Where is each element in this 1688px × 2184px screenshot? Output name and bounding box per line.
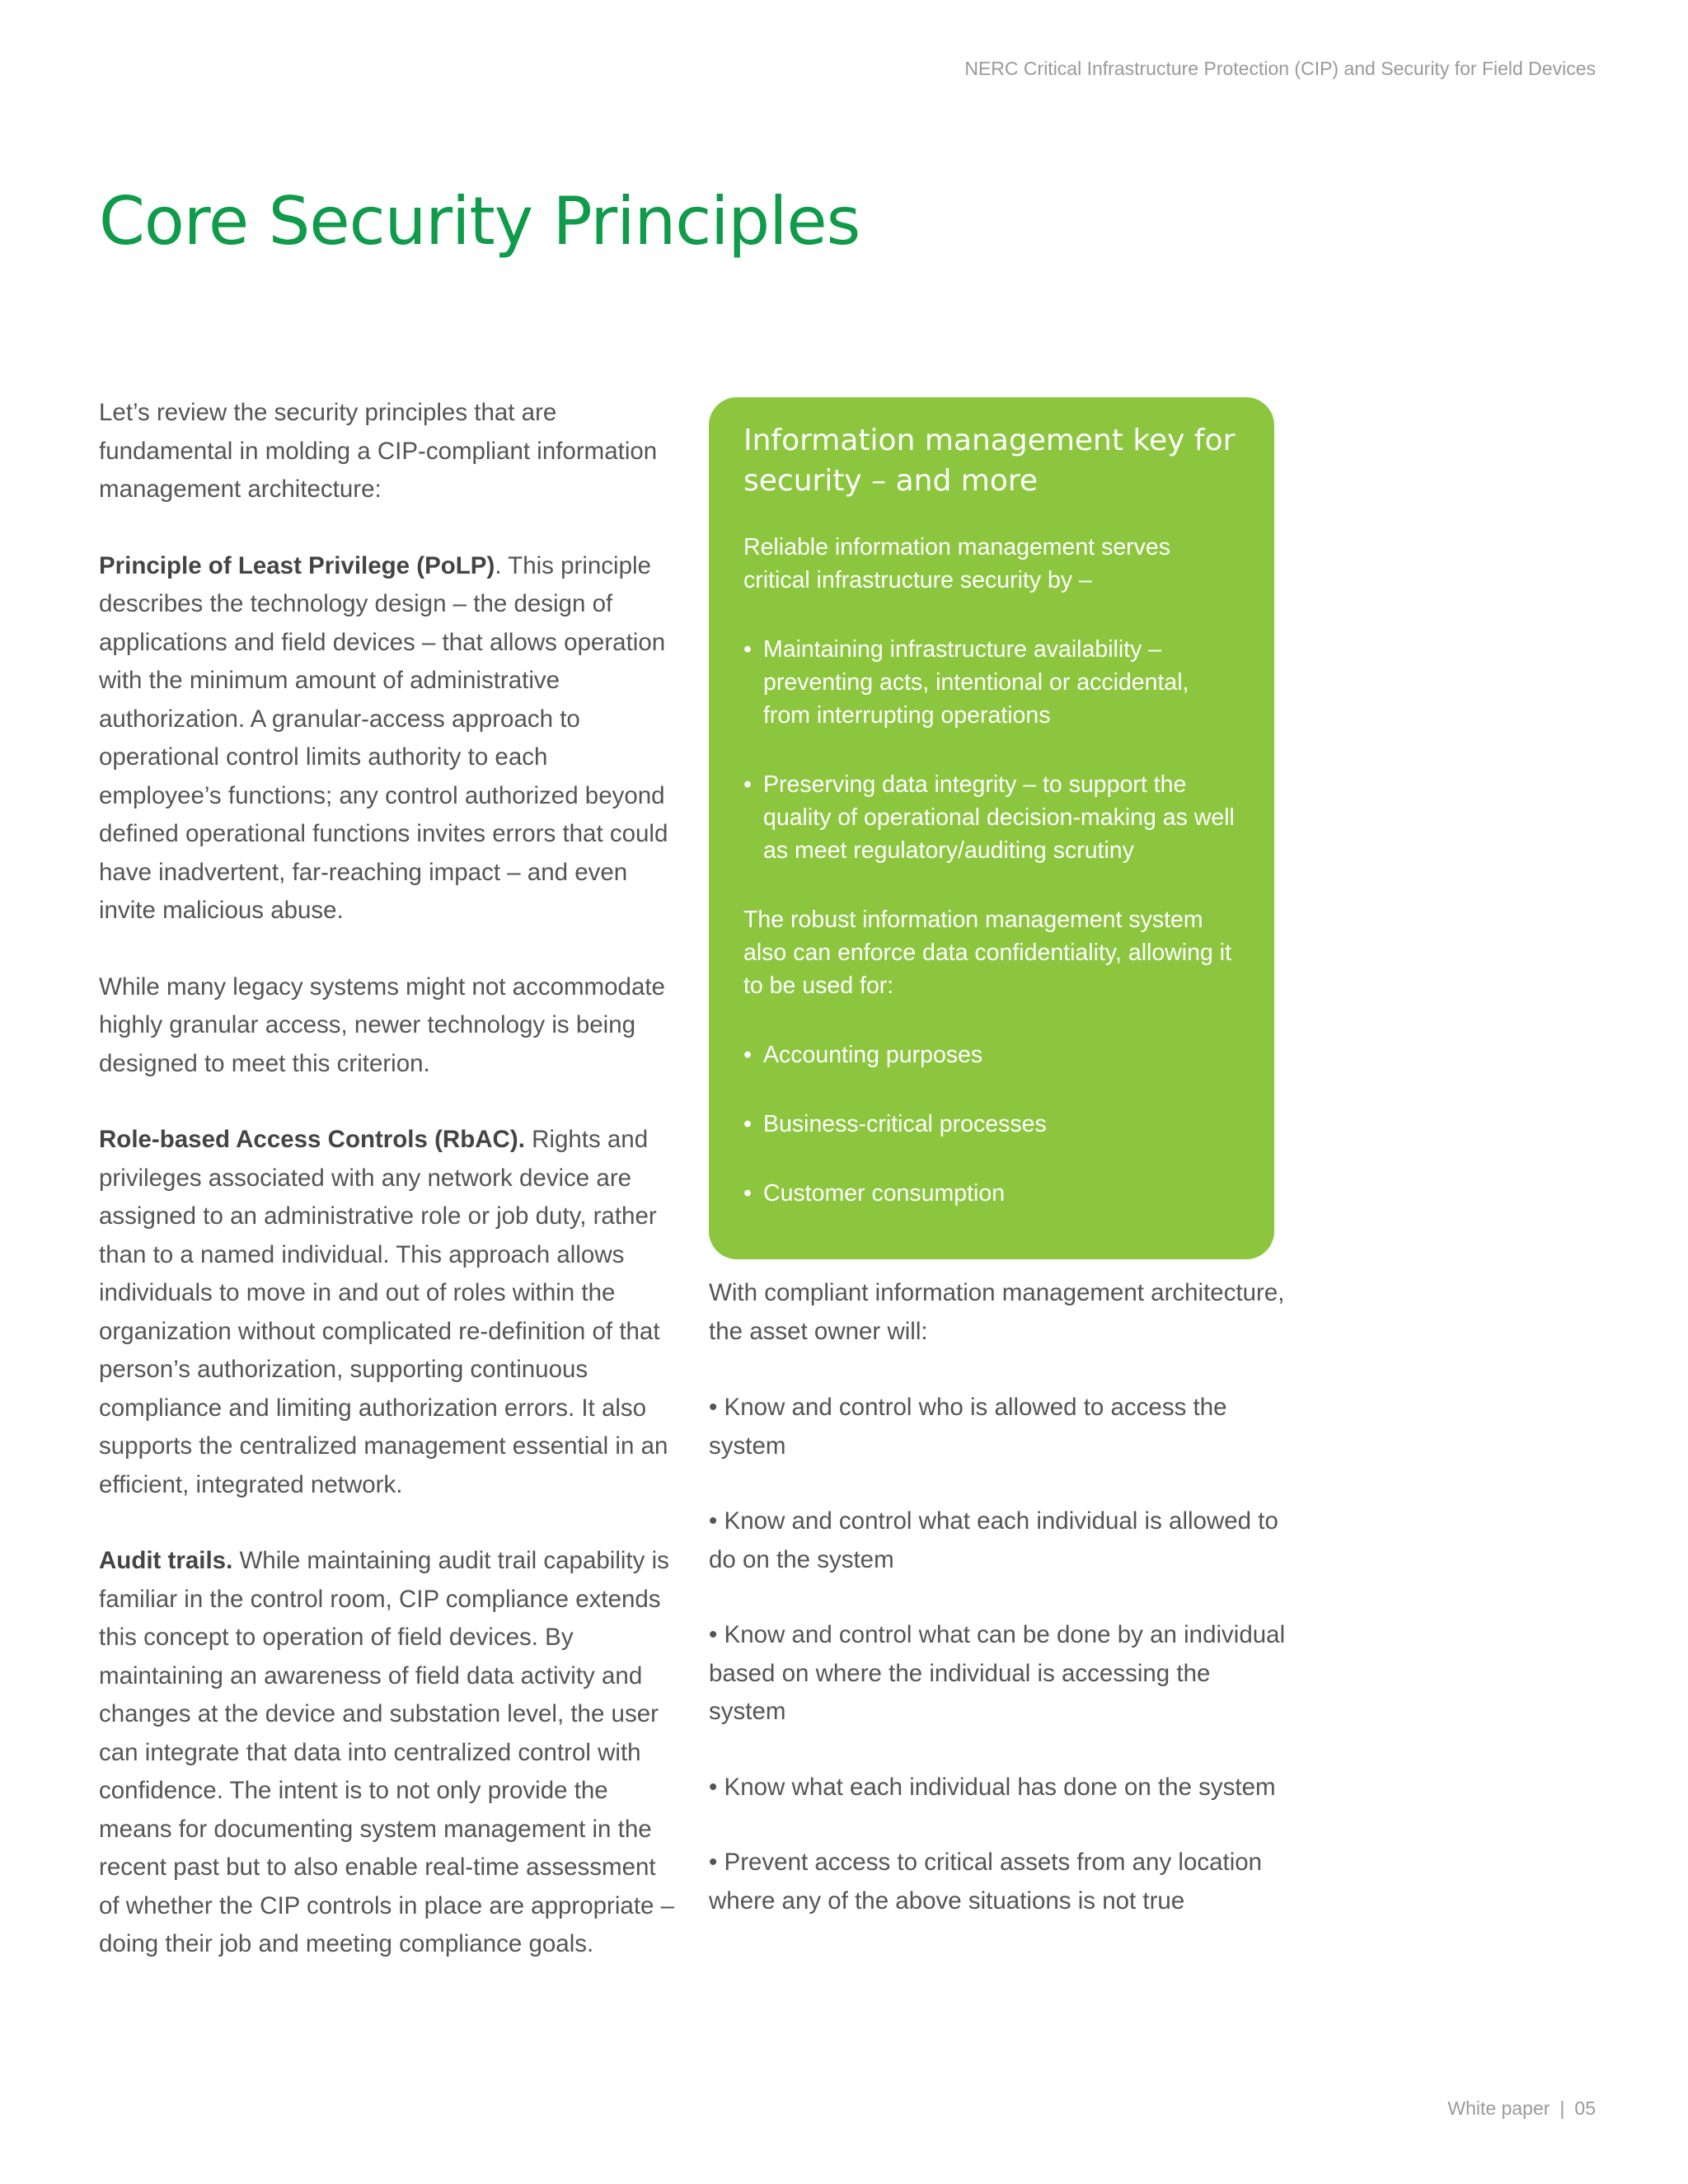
intro-paragraph: Let’s review the security principles that are fundamental in molding a CIP-compliant information management architecture: <box>99 399 658 503</box>
callout-intro: Reliable information management serves critical infrastructure security by – <box>743 534 1171 593</box>
list-item: • Preserving data integrity – to support the quality of operational decision-making as well as meet regulatory/auditing scrutiny <box>743 768 1240 867</box>
polp-paragraph <box>99 547 676 930</box>
audit-paragraph <box>99 1542 676 1964</box>
polp-heading: Principle of Least Privilege (PoLP) <box>99 551 495 579</box>
footer-separator: | <box>1559 2097 1565 2119</box>
list-item: • Know and control what each individual is allowed to do on the system <box>709 1507 1278 1573</box>
bullet-icon: • <box>743 771 752 798</box>
polp-body: . This principle describes the technology design – the design of applications and field devices – that allows operation with the minimum amount of administrative authorization. A granular-access approach to operational control limits authority to each employee’s functions; any control authorized beyond defined operational functions invites errors that could have inadvertent, far-reaching impact – and even invite malicious abuse. <box>99 551 668 924</box>
bullet-icon: • <box>743 636 752 663</box>
callout-middle: The robust information management system also can enforce data confidentiality, allowing it to be used for: <box>743 907 1231 999</box>
list-item: • Know what each individual has done on the system <box>709 1773 1276 1801</box>
rbac-heading: Role-based Access Controls (RbAC). <box>99 1126 525 1153</box>
list-item: • Maintaining infrastructure availability – preventing acts, intentional or accidental, from interrupting operations <box>743 633 1240 732</box>
list-item: • Know and control who is allowed to access the system <box>709 1394 1227 1460</box>
footer-label: White paper <box>1447 2097 1550 2119</box>
right-column <box>709 1274 1294 1957</box>
bullet-icon: • <box>743 1180 752 1207</box>
callout-title: Information management key for security – and more <box>743 424 1236 498</box>
list-item: • Accounting purposes <box>743 1038 1240 1071</box>
list-item: • Business-critical processes <box>743 1108 1240 1141</box>
rbac-body: Rights and privileges associated with any network device are assigned to an administrative role or job duty, rather than to a named individual. This approach allows individuals to move in and out of roles within the organization without complicated re-definition of that person’s authorization, supporting continuous compliance and limiting authorization errors. It also supports the centralized management essential in an efficient, integrated network. <box>99 1126 668 1498</box>
list-item: • Know and control what can be done by an individual based on where the individual is accessing the system <box>709 1621 1286 1725</box>
page-title: Core Security Principles <box>99 183 860 260</box>
legacy-paragraph: While many legacy systems might not accommodate highly granular access, newer technology is being designed to meet this criterion. <box>99 972 665 1077</box>
rbac-paragraph <box>99 1121 676 1504</box>
list-item: • Customer consumption <box>743 1177 1240 1210</box>
bullet-icon: • <box>743 1111 752 1137</box>
callout-box <box>709 397 1274 1259</box>
bullet-icon: • <box>743 1042 752 1068</box>
page-number: 05 <box>1574 2097 1596 2119</box>
left-column <box>99 394 676 2002</box>
callout-list-availability <box>743 633 1240 867</box>
list-item: • Prevent access to critical assets from any location where any of the above situations is not true <box>709 1849 1263 1915</box>
audit-body: While maintaining audit trail capability is familiar in the control room, CIP compliance extends this concept to operation of field devices. By maintaining an awareness of field data activity and changes at the device and substation level, the user can integrate that data into centralized control with confidence. The intent is to not only provide the means for documenting system management in the recent past but to also enable real-time assessment of whether the CIP controls in place are appropriate – doing their job and meeting compliance goals. <box>99 1547 675 1957</box>
callout-list-uses <box>743 1038 1240 1210</box>
right-intro: With compliant information management architecture, the asset owner will: <box>709 1279 1285 1345</box>
running-header: NERC Critical Infrastructure Protection (CIP) and Security for Field Devices <box>964 58 1596 79</box>
page-footer <box>1447 2097 1596 2120</box>
audit-heading: Audit trails. <box>99 1547 233 1574</box>
asset-owner-list <box>709 1389 1294 1920</box>
